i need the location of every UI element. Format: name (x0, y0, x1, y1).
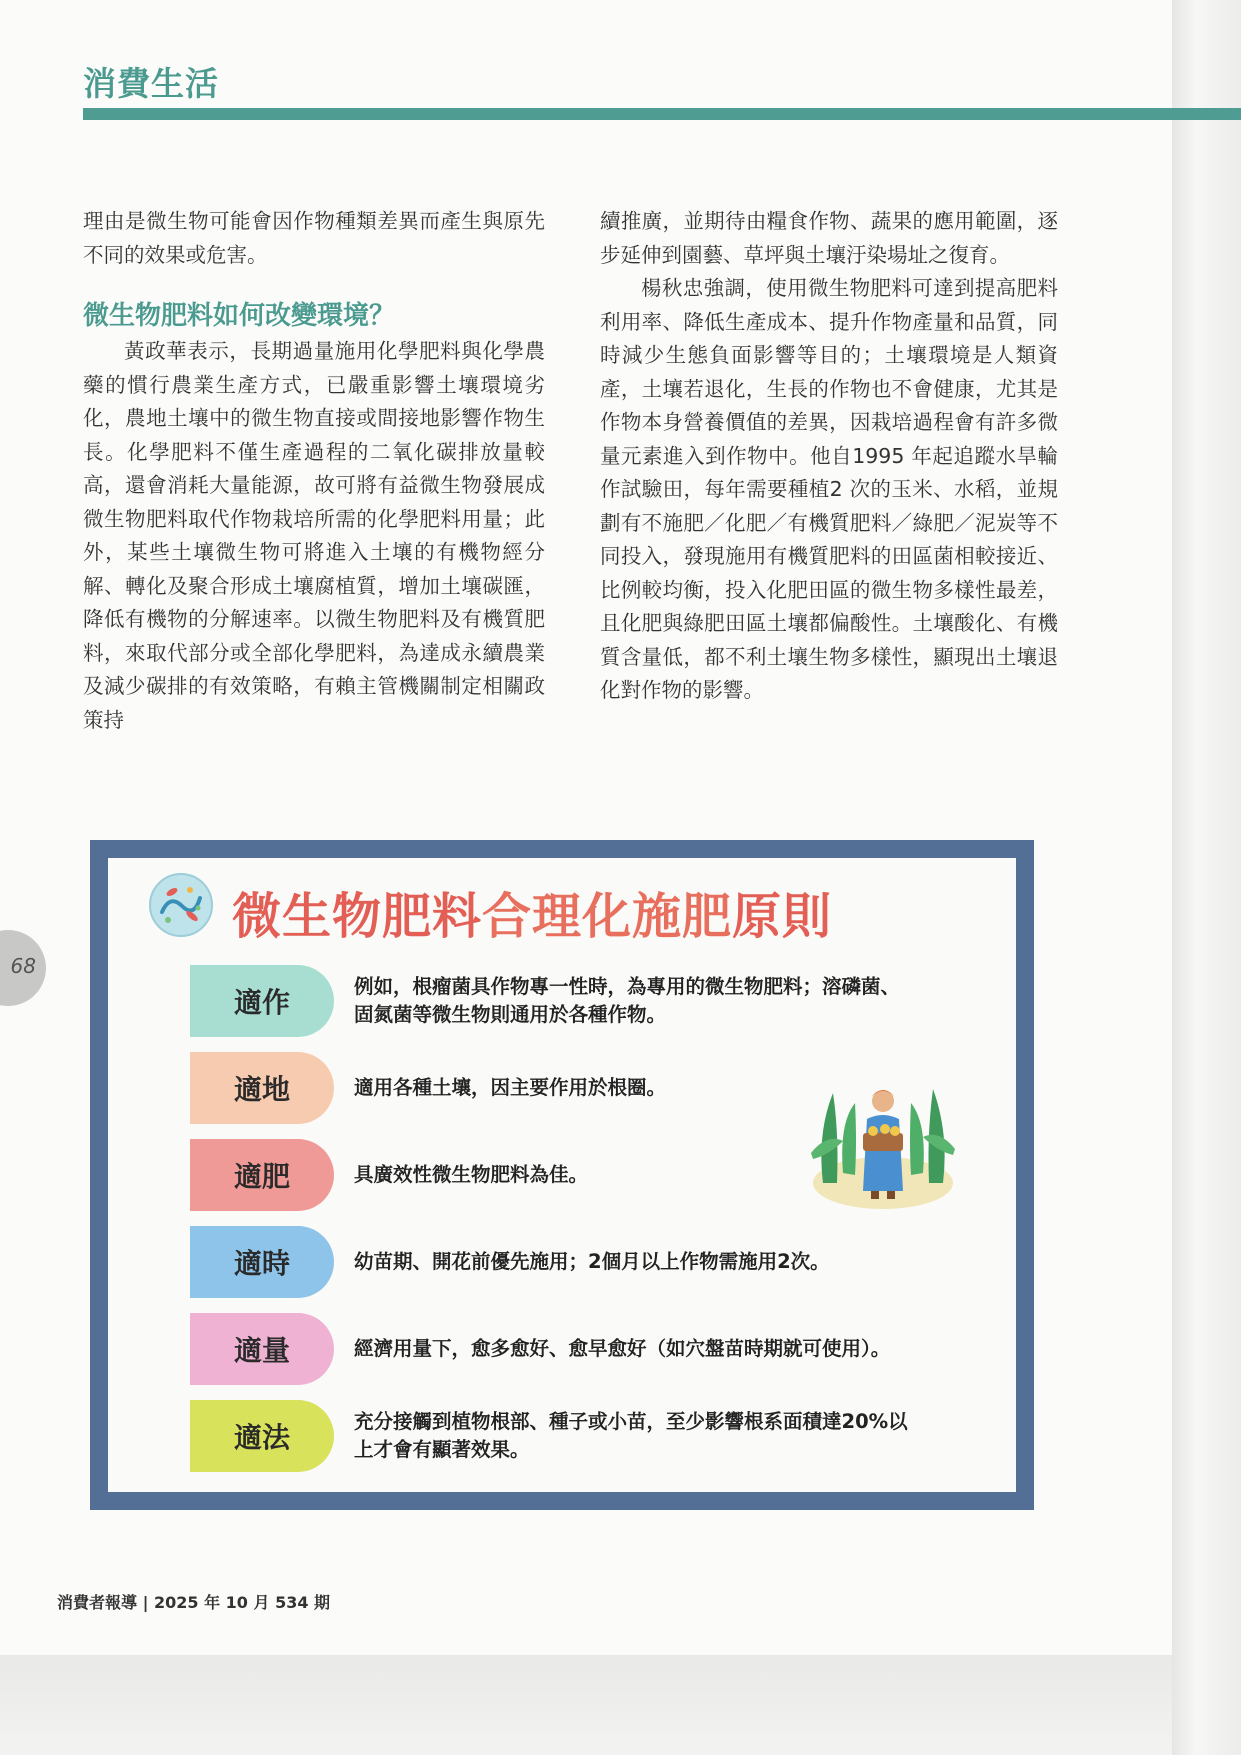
article-paragraph-left-2: 黃政華表示，長期過量施用化學肥料與化學農藥的慣行農業生產方式，已嚴重影響土壤環境劣化，農地土壤中的微生物直接或間接地影響作物生長。化學肥料不僅生產過程的二氧化碳排放量較高，還會消耗大量能源，故可將有益微生物發展成微生物肥料取代作物栽培所需的化學肥料用量；此外，某些土壤微生物可將進入土壤的有機物經分解、轉化及聚合形成土壤腐植質，增加土壤碳匯，降低有機物的分解速率。以微生物肥料及有機質肥料，來取代部分或全部化學肥料，為達成永續農業及減少碳排的有效策略，有賴主管機關制定相關政策持 (83, 339, 545, 732)
principle-label: 適作 (190, 965, 334, 1037)
principle-label: 適地 (190, 1052, 334, 1124)
principle-text: 經濟用量下，愈多愈好、愈早愈好（如穴盤苗時期就可使用）。 (354, 1337, 891, 1360)
principle-label: 適肥 (190, 1139, 334, 1211)
page-number: 68 (10, 954, 36, 978)
principle-text: 例如，根瘤菌具作物專一性時，為專用的微生物肥料；溶磷菌、固氮菌等微生物則通用於各種作物。 (354, 975, 901, 1026)
section-title: 消費生活 (83, 64, 219, 103)
infographic-title (232, 878, 832, 948)
principle-row (190, 965, 901, 1037)
principle-row (190, 1313, 891, 1385)
article-subheading: 微生物肥料如何改變環境？ (83, 301, 396, 331)
title-part-3: 原則 (732, 888, 833, 945)
article-paragraph-right-2: 楊秋忠強調，使用微生物肥料可達到提高肥料利用率、降低生產成本、提升作物產量和品質，同時減少生態負面影響等目的；土壤環境是人類資產，土壤若退化，生長的作物也不會健康，尤其是作物本身營養價值的差異，因栽培過程會有許多微量元素進入到作物中。他自1995 年起追蹤水旱輪作試驗田，每年需要種植2 次的玉米、水稻，並規劃有不施肥／化肥／有機質肥料／綠肥／泥炭等不同投入，發現施用有機質肥料的田區菌相較接近、比例較均衡，投入化肥田區的微生物多樣性最差，且化肥與綠肥田區土壤都偏酸性。土壤酸化、有機質含量低，都不利土壤生物多樣性，顯現出土壤退化對作物的影響。 (600, 276, 1058, 702)
principle-text: 具廣效性微生物肥料為佳。 (354, 1163, 589, 1186)
footer-issue: 消費者報導 | 2025 年 10 月 534 期 (57, 1593, 331, 1612)
principle-text: 幼苗期、開花前優先施用；2個月以上作物需施用2次。 (354, 1250, 830, 1273)
principle-label: 適法 (190, 1400, 334, 1472)
principle-row (190, 1052, 850, 1124)
principle-row (190, 1139, 850, 1211)
principle-text: 充分接觸到植物根部、種子或小苗，至少影響根系面積達20%以上才會有顯著效果。 (354, 1410, 908, 1461)
article-paragraph-left-1: 理由是微生物可能會因作物種類差異而產生與原先不同的效果或危害。 (83, 209, 545, 267)
header-rule (83, 108, 1241, 120)
page-edge (1172, 0, 1241, 1755)
principle-row (190, 1226, 850, 1298)
principle-label: 適時 (190, 1226, 334, 1298)
principle-label: 適量 (190, 1313, 334, 1385)
scan-bottom-margin (0, 1655, 1172, 1755)
title-part-1: 微生物肥料 (232, 888, 483, 945)
principle-row (190, 1400, 908, 1472)
microbe-icon (148, 872, 214, 938)
article-paragraph-right-1: 續推廣，並期待由糧食作物、蔬果的應用範圍，逐步延伸到園藝、草坪與土壤汙染場址之復育。 (600, 209, 1058, 267)
farmer-illustration (803, 1063, 963, 1211)
principle-text: 適用各種土壤，因主要作用於根圈。 (354, 1076, 667, 1099)
title-part-2: 合理化施肥 (482, 888, 733, 945)
